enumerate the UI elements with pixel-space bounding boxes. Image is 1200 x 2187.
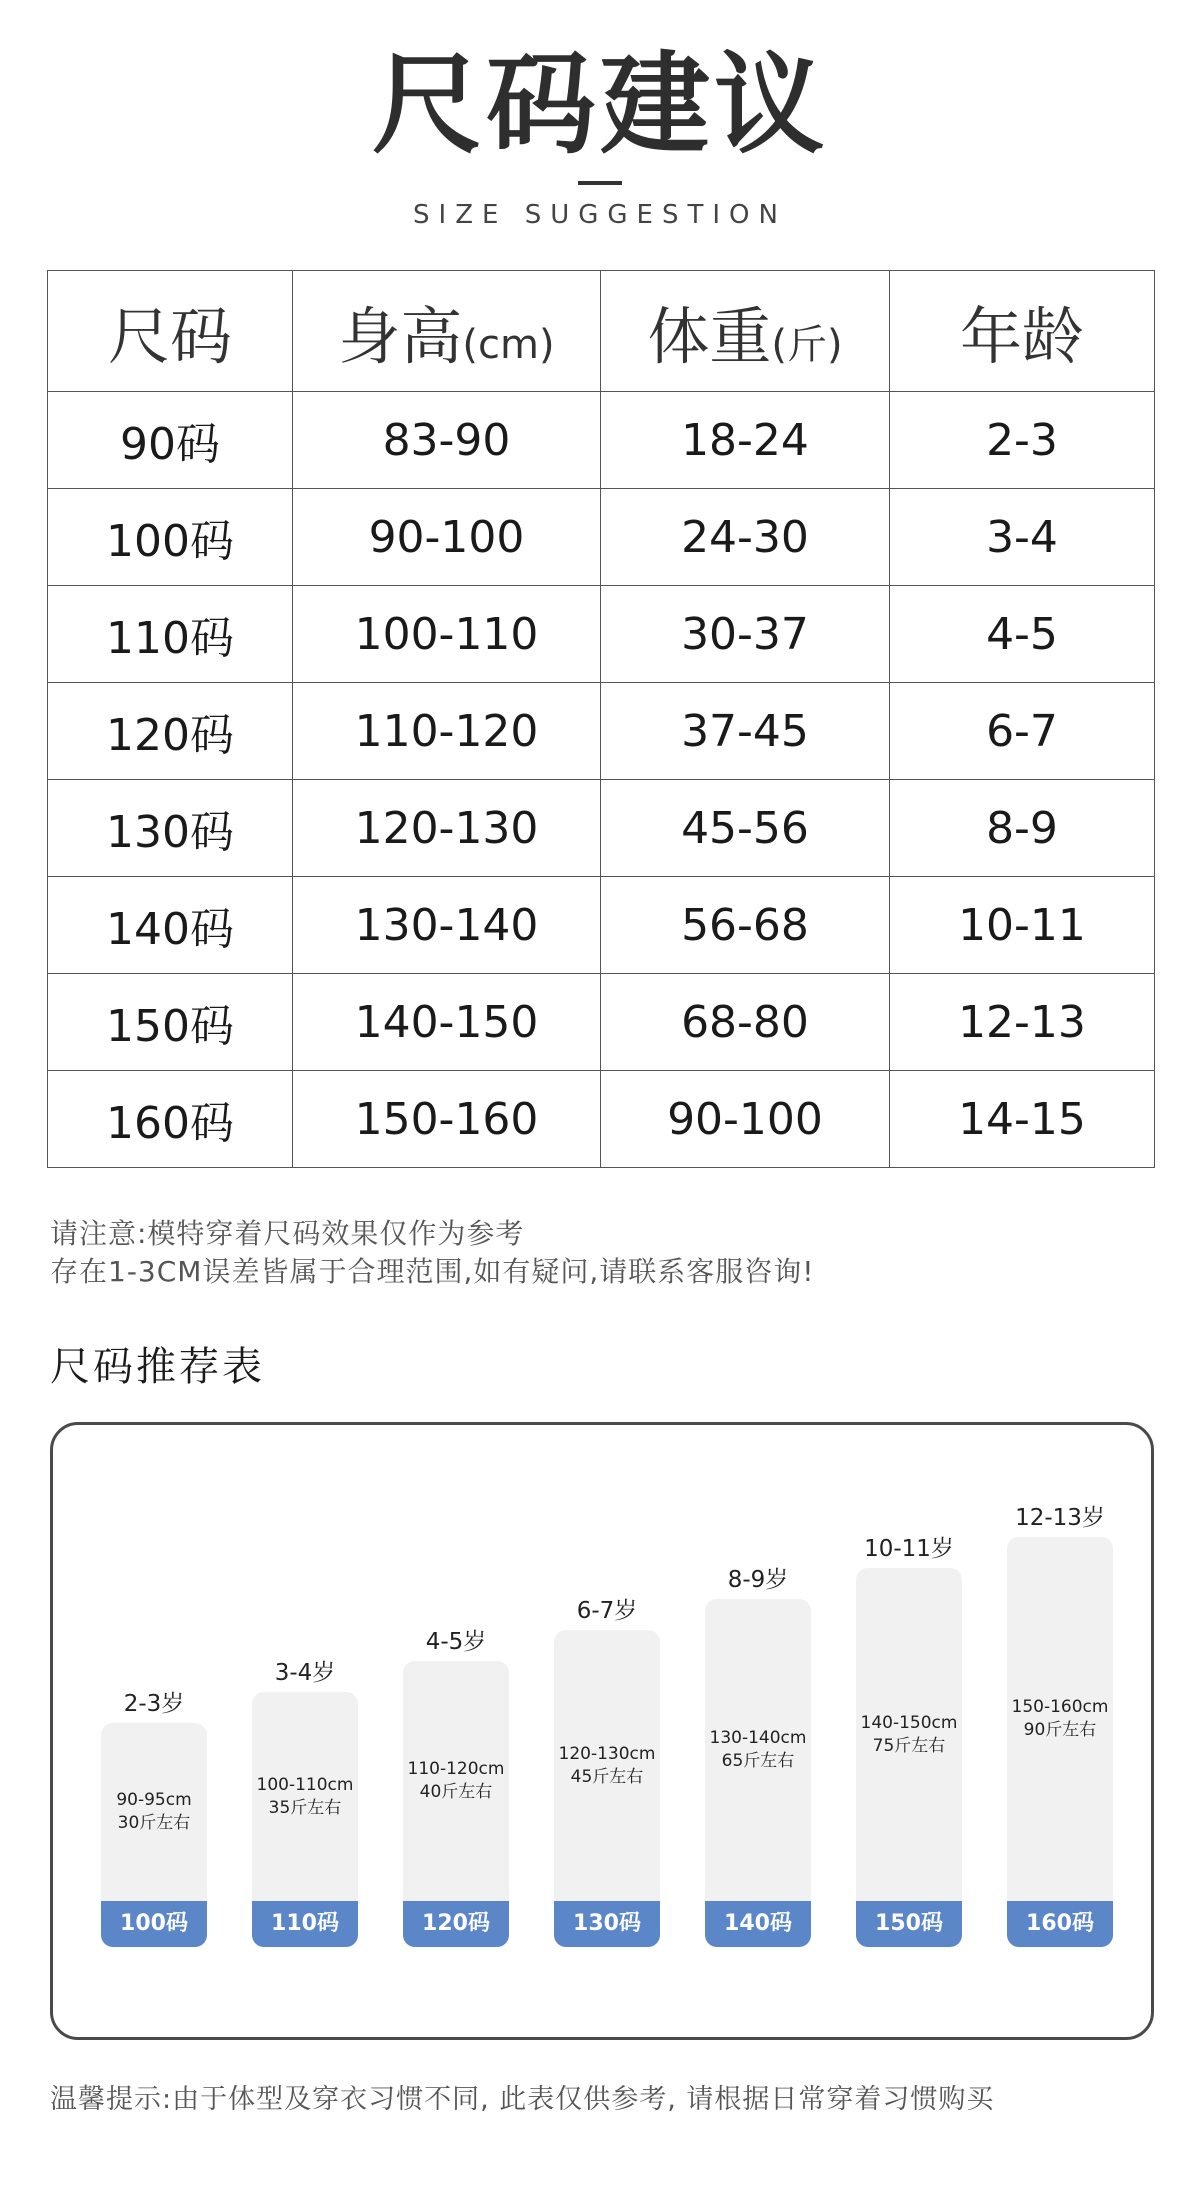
cell-size: 150码 [48, 974, 293, 1071]
size-bar-group [252, 1425, 358, 1947]
bar-size-label: 110码 [252, 1901, 358, 1947]
cell-age: 8-9 [890, 780, 1155, 877]
cell-age: 10-11 [890, 877, 1155, 974]
size-bar [705, 1599, 811, 1947]
bar-age-label: 3-4岁 [274, 1660, 336, 1686]
size-bar-group [403, 1425, 509, 1947]
cell-height: 150-160 [293, 1071, 601, 1168]
bar-weight: 65斤左右 [721, 1751, 795, 1771]
recommend-chart [50, 1422, 1154, 2040]
size-bar-group [101, 1425, 207, 1947]
bar-weight: 75斤左右 [872, 1735, 946, 1756]
bar-height-range: 120-130cm [558, 1743, 656, 1764]
cell-weight: 37-45 [601, 683, 890, 780]
header-height: 身高(cm) [293, 271, 601, 392]
cell-size: 160码 [48, 1071, 293, 1168]
bar-size-label: 120码 [403, 1901, 509, 1947]
page-title: 尺码建议 [372, 41, 828, 169]
bar-info [554, 1743, 660, 1789]
size-table [47, 270, 1155, 1168]
cell-height: 110-120 [293, 683, 601, 780]
recommend-title: 尺码推荐表 [50, 1344, 265, 1390]
bar-info [101, 1789, 207, 1835]
size-bar-group [554, 1425, 660, 1947]
note-line-2: 存在1-3CM误差皆属于合理范围,如有疑问,请联系客服咨询! [50, 1255, 815, 1288]
size-bar [1007, 1537, 1113, 1947]
cell-age: 4-5 [890, 586, 1155, 683]
note-line-1: 请注意:模特穿着尺码效果仅作为参考 [50, 1217, 525, 1250]
bar-weight: 45斤左右 [570, 1766, 644, 1787]
cell-weight: 45-56 [601, 780, 890, 877]
bar-info [252, 1774, 358, 1820]
bar-age-label: 10-11岁 [864, 1536, 954, 1562]
cell-height: 83-90 [293, 392, 601, 489]
size-bar-group [1007, 1425, 1113, 1947]
cell-size: 90码 [48, 392, 293, 489]
cell-size: 140码 [48, 877, 293, 974]
bar-weight: 35斤左右 [268, 1797, 342, 1818]
bar-height-range: 130-140cm [709, 1728, 807, 1748]
bar-size-label: 150码 [856, 1901, 962, 1947]
table-row [48, 392, 1155, 489]
bar-age-label: 4-5岁 [425, 1629, 487, 1655]
bar-weight: 30斤左右 [117, 1813, 191, 1833]
table-row [48, 1071, 1155, 1168]
bar-age-label: 6-7岁 [576, 1598, 638, 1624]
bar-info [403, 1758, 509, 1804]
bar-height-range: 140-150cm [860, 1712, 958, 1733]
cell-height: 130-140 [293, 877, 601, 974]
table-row [48, 780, 1155, 877]
cell-height: 140-150 [293, 974, 601, 1071]
bar-info [705, 1727, 811, 1773]
cell-age: 2-3 [890, 392, 1155, 489]
title-divider [578, 181, 622, 185]
cell-size: 120码 [48, 683, 293, 780]
size-bar-group [705, 1425, 811, 1947]
bar-height-range: 110-120cm [407, 1759, 505, 1779]
header-age: 年龄 [890, 271, 1155, 392]
table-row [48, 586, 1155, 683]
bar-height-range: 90-95cm [116, 1790, 192, 1810]
cell-weight: 90-100 [601, 1071, 890, 1168]
bar-size-label: 100码 [101, 1901, 207, 1947]
cell-height: 90-100 [293, 489, 601, 586]
table-row [48, 683, 1155, 780]
size-bar [101, 1723, 207, 1947]
cell-height: 100-110 [293, 586, 601, 683]
bar-age-label: 12-13岁 [1015, 1505, 1105, 1531]
header-weight: 体重(斤) [601, 271, 890, 392]
cell-age: 12-13 [890, 974, 1155, 1071]
cell-weight: 24-30 [601, 489, 890, 586]
size-bar [554, 1630, 660, 1947]
bar-weight: 40斤左右 [419, 1782, 493, 1802]
cell-weight: 68-80 [601, 974, 890, 1071]
cell-size: 100码 [48, 489, 293, 586]
cell-size: 130码 [48, 780, 293, 877]
header-height-unit: (cm) [462, 321, 555, 368]
page-subtitle: SIZE SUGGESTION [413, 200, 787, 230]
cell-weight: 30-37 [601, 586, 890, 683]
bar-age-label: 8-9岁 [727, 1567, 789, 1593]
bar-height-range: 150-160cm [1011, 1697, 1109, 1717]
cell-size: 110码 [48, 586, 293, 683]
header-weight-unit: (斤) [771, 321, 843, 368]
cell-age: 14-15 [890, 1071, 1155, 1168]
table-row [48, 877, 1155, 974]
cell-age: 3-4 [890, 489, 1155, 586]
cell-weight: 56-68 [601, 877, 890, 974]
table-header-row [48, 271, 1155, 392]
size-bar [252, 1692, 358, 1947]
size-bar [856, 1568, 962, 1947]
cell-height: 120-130 [293, 780, 601, 877]
bar-info [856, 1712, 962, 1758]
table-row [48, 489, 1155, 586]
bar-size-label: 140码 [705, 1901, 811, 1947]
bar-size-label: 160码 [1007, 1901, 1113, 1947]
header-size: 尺码 [48, 271, 293, 392]
bar-height-range: 100-110cm [256, 1774, 354, 1795]
bar-age-label: 2-3岁 [123, 1691, 185, 1717]
size-bar-group [856, 1425, 962, 1947]
table-row [48, 974, 1155, 1071]
footer-tip: 温馨提示:由于体型及穿衣习惯不同, 此表仅供参考, 请根据日常穿着习惯购买 [50, 2084, 995, 2115]
bar-size-label: 130码 [554, 1901, 660, 1947]
cell-age: 6-7 [890, 683, 1155, 780]
bar-info [1007, 1696, 1113, 1742]
bar-weight: 90斤左右 [1023, 1720, 1097, 1740]
cell-weight: 18-24 [601, 392, 890, 489]
size-bar [403, 1661, 509, 1947]
